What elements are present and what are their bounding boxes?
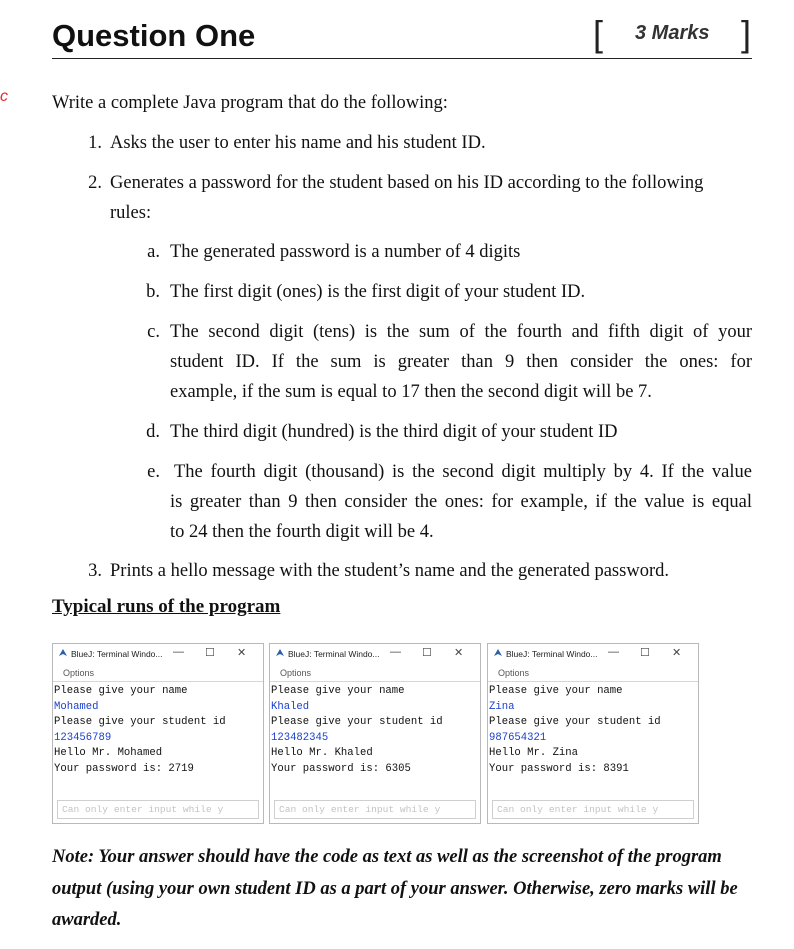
title-bar xyxy=(53,644,263,664)
question-title: Question One xyxy=(52,18,256,53)
close-icon[interactable]: ✕ xyxy=(672,647,682,659)
options-menu[interactable]: Options xyxy=(63,668,95,678)
output-line: Your password is: 8391 xyxy=(489,762,629,775)
output-line: Hello Mr. Zina xyxy=(489,747,579,760)
margin-mark: c xyxy=(0,88,8,105)
left-bracket-icon: [ xyxy=(593,13,604,54)
input-line: Mohamed xyxy=(54,700,99,713)
output-line: Please give your name xyxy=(489,685,623,697)
maximize-icon[interactable]: ☐ xyxy=(205,647,215,659)
rule-letter: b. xyxy=(146,282,160,302)
menu-bar xyxy=(53,664,263,682)
rule-text xyxy=(170,457,752,547)
item-number: 2. xyxy=(88,173,102,193)
terminal-input-field[interactable]: Can only enter input while y xyxy=(274,800,476,819)
terminal-input-field[interactable]: Can only enter input while y xyxy=(492,800,694,819)
output-line: Please give your name xyxy=(54,685,188,697)
window-title: BlueJ: Terminal Windo... xyxy=(71,649,163,659)
rule-text xyxy=(170,317,752,407)
title-bar xyxy=(270,644,480,664)
item-text: Asks the user to enter his name and his student ID. xyxy=(110,133,486,153)
input-line: Zina xyxy=(489,700,515,713)
input-line: 123482345 xyxy=(271,731,329,744)
bluej-bird-icon xyxy=(493,648,503,658)
item-number: 3. xyxy=(88,561,102,581)
marks-label: 3 Marks xyxy=(635,22,710,44)
terminal-window xyxy=(487,643,699,824)
rule-line: example, if the sum is equal to 17 then the second digit will be 7. xyxy=(170,382,652,402)
output-line: Your password is: 6305 xyxy=(271,762,411,775)
rule-text: The generated password is a number of 4 digits xyxy=(170,242,521,262)
options-menu[interactable]: Options xyxy=(498,668,530,678)
minimize-icon[interactable]: — xyxy=(173,646,184,658)
menu-bar xyxy=(270,664,480,682)
title-underline xyxy=(52,58,752,59)
close-icon[interactable]: ✕ xyxy=(454,647,464,659)
rule-text: The third digit (hundred) is the third digit of your student ID xyxy=(170,422,618,442)
note-text: Note: Your answer should have the code as text as well as the screenshot of the program output (using your own student ID as a part of your answer. Otherwise, zero marks will be awarded. xyxy=(52,847,738,930)
maximize-icon[interactable]: ☐ xyxy=(640,647,650,659)
rule-line: is greater than 9 then consider the ones: for example, if the value is equal xyxy=(170,492,752,512)
input-line: Khaled xyxy=(271,700,310,713)
close-icon[interactable]: ✕ xyxy=(237,647,247,659)
item-text: Prints a hello message with the student’s name and the generated password. xyxy=(110,561,669,581)
rule-line: The second digit (tens) is the sum of the fourth and fifth digit of your xyxy=(170,322,752,342)
rule-line: The fourth digit (thousand) is the second digit multiply by 4. If the value xyxy=(174,462,752,482)
rule-line: student ID. If the sum is greater than 9 then consider the ones: for xyxy=(170,352,752,372)
title-bar xyxy=(488,644,698,664)
output-line: Hello Mr. Khaled xyxy=(271,747,373,760)
item-line: rules: xyxy=(110,203,152,223)
rule-text: The first digit (ones) is the first digit of your student ID. xyxy=(170,282,586,302)
terminal-output xyxy=(489,684,661,778)
rule-letter: e. xyxy=(147,462,160,482)
menu-bar xyxy=(488,664,698,682)
terminal-output xyxy=(271,684,443,778)
minimize-icon[interactable]: — xyxy=(390,646,401,658)
rule-letter: d. xyxy=(146,422,160,442)
item-text xyxy=(110,168,752,228)
input-line: 987654321 xyxy=(489,731,547,744)
maximize-icon[interactable]: ☐ xyxy=(422,647,432,659)
minimize-icon[interactable]: — xyxy=(608,646,619,658)
item-line: Generates a password for the student based on his ID according to the following xyxy=(110,173,704,193)
marks-box xyxy=(593,14,751,54)
options-menu[interactable]: Options xyxy=(280,668,312,678)
terminal-window xyxy=(52,643,264,824)
output-line: Please give your student id xyxy=(489,716,661,729)
output-line: Hello Mr. Mohamed xyxy=(54,747,163,760)
bluej-bird-icon xyxy=(58,648,68,658)
bluej-bird-icon xyxy=(275,648,285,658)
terminal-window xyxy=(269,643,481,824)
terminal-input-field[interactable]: Can only enter input while y xyxy=(57,800,259,819)
output-line: Your password is: 2719 xyxy=(54,762,194,775)
rule-letter: c. xyxy=(147,322,160,342)
output-line: Please give your student id xyxy=(271,716,443,729)
item-number: 1. xyxy=(88,133,102,153)
rule-letter: a. xyxy=(147,242,160,262)
input-line: 123456789 xyxy=(54,731,112,744)
typical-runs-heading: Typical runs of the program xyxy=(52,596,281,617)
output-line: Please give your name xyxy=(271,685,405,697)
terminal-output xyxy=(54,684,226,778)
rule-line: to 24 then the fourth digit will be 4. xyxy=(170,522,434,542)
window-title: BlueJ: Terminal Windo... xyxy=(288,649,380,659)
output-line: Please give your student id xyxy=(54,716,226,729)
right-bracket-icon: ] xyxy=(740,13,751,54)
window-title: BlueJ: Terminal Windo... xyxy=(506,649,598,659)
intro-text: Write a complete Java program that do the following: xyxy=(52,93,448,113)
